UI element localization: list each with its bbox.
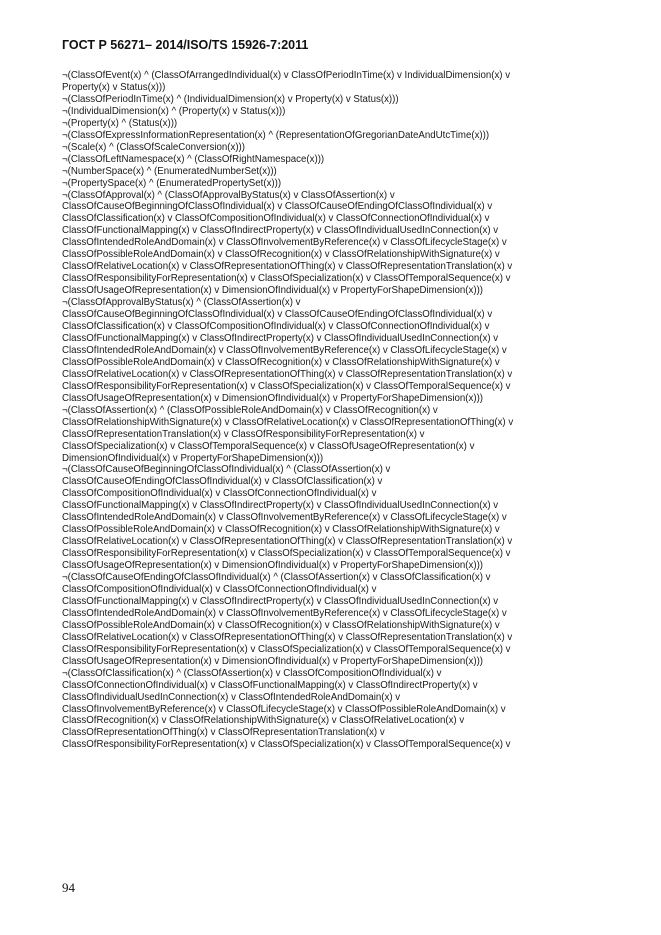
text-line: ¬(NumberSpace(x) ^ (EnumeratedNumberSet(x))) bbox=[62, 165, 277, 177]
text-line: ¬(ClassOfCauseOfEndingOfClassOfIndividual(x) ^ (ClassOfAssertion(x) v ClassOfClassification(x) v bbox=[62, 572, 491, 584]
text-line: ClassOfRecognition(x) v ClassOfRelationshipWithSignature(x) v ClassOfRelativeLocation(x) v bbox=[62, 715, 465, 727]
text-line: ClassOfCauseOfEndingOfClassOfIndividual(x) v ClassOfClassification(x) v bbox=[62, 476, 383, 488]
page-number: 94 bbox=[62, 880, 75, 895]
text-line: ClassOfFunctionalMapping(x) v ClassOfIndirectProperty(x) v ClassOfIndividualUsedInConnection(x) v bbox=[62, 595, 499, 607]
text-line: ¬(PropertySpace(x) ^ (EnumeratedPropertySet(x))) bbox=[62, 177, 282, 189]
text-line: ClassOfFunctionalMapping(x) v ClassOfIndirectProperty(x) v ClassOfIndividualUsedInConnection(x) v bbox=[62, 500, 499, 512]
text-line: ClassOfResponsibilityForRepresentation(x) v ClassOfSpecialization(x) v ClassOfTemporalSequence(x) v bbox=[62, 548, 511, 560]
text-line: ClassOfRelationshipWithSignature(x) v ClassOfRelativeLocation(x) v ClassOfRepresentationOfThing(x) v bbox=[62, 416, 514, 428]
text-line: ClassOfIntendedRoleAndDomain(x) v ClassOfInvolvementByReference(x) v ClassOfLifecycleStage(x) v bbox=[62, 344, 507, 356]
text-line: ¬(ClassOfLeftNamespace(x) ^ (ClassOfRightNamespace(x))) bbox=[62, 153, 325, 165]
text-line: ClassOfCauseOfBeginningOfClassOfIndividual(x) v ClassOfCauseOfEndingOfClassOfIndividual(x) v bbox=[62, 309, 493, 321]
text-line: Property(x) v Status(x))) bbox=[62, 81, 166, 93]
text-line: ClassOfCauseOfBeginningOfClassOfIndividual(x) v ClassOfCauseOfEndingOfClassOfIndividual(x) v bbox=[62, 201, 493, 213]
text-line: ClassOfInvolvementByReference(x) v ClassOfLifecycleStage(x) v ClassOfPossibleRoleAndDomain(x) v bbox=[62, 703, 506, 715]
text-line: ClassOfRepresentationOfThing(x) v ClassOfRepresentationTranslation(x) v bbox=[62, 727, 385, 739]
text-line: ClassOfIntendedRoleAndDomain(x) v ClassOfInvolvementByReference(x) v ClassOfLifecycleStage(x) v bbox=[62, 512, 507, 524]
text-line: DimensionOfIndividual(x) v PropertyForShapeDimension(x))) bbox=[62, 452, 324, 464]
document-body bbox=[62, 70, 622, 751]
text-line: ClassOfUsageOfRepresentation(x) v DimensionOfIndividual(x) v PropertyForShapeDimension(x))) bbox=[62, 560, 484, 572]
text-line: ¬(Scale(x) ^ (ClassOfScaleConversion(x))) bbox=[62, 141, 245, 153]
text-line: ClassOfSpecialization(x) v ClassOfTemporalSequence(x) v ClassOfUsageOfRepresentation(x) v bbox=[62, 440, 475, 452]
text-line: ClassOfRelativeLocation(x) v ClassOfRepresentationOfThing(x) v ClassOfRepresentationTranslation(x) v bbox=[62, 261, 513, 273]
text-line: ¬(ClassOfEvent(x) ^ (ClassOfArrangedIndividual(x) v ClassOfPeriodInTime(x) v IndividualDimension(x) v bbox=[62, 70, 511, 81]
text-line: ClassOfRelativeLocation(x) v ClassOfRepresentationOfThing(x) v ClassOfRepresentationTranslation(x) v bbox=[62, 536, 513, 548]
text-line: ¬(ClassOfExpressInformationRepresentation(x) ^ (RepresentationOfGregorianDateAndUtcTime(x))) bbox=[62, 129, 490, 141]
text-line: ¬(ClassOfPeriodInTime(x) ^ (IndividualDimension(x) v Property(x) v Status(x))) bbox=[62, 93, 399, 105]
text-line: ClassOfCompositionOfIndividual(x) v ClassOfConnectionOfIndividual(x) v bbox=[62, 583, 377, 595]
text-line: ClassOfCompositionOfIndividual(x) v ClassOfConnectionOfIndividual(x) v bbox=[62, 488, 377, 500]
text-line: ClassOfPossibleRoleAndDomain(x) v ClassOfRecognition(x) v ClassOfRelationshipWithSignature(x) v bbox=[62, 356, 500, 368]
text-line: ClassOfIntendedRoleAndDomain(x) v ClassOfInvolvementByReference(x) v ClassOfLifecycleStage(x) v bbox=[62, 237, 507, 249]
text-line: ClassOfPossibleRoleAndDomain(x) v ClassOfRecognition(x) v ClassOfRelationshipWithSignature(x) v bbox=[62, 524, 500, 536]
text-line: ClassOfResponsibilityForRepresentation(x) v ClassOfSpecialization(x) v ClassOfTemporalSequence(x) v bbox=[62, 739, 511, 751]
text-line: ¬(ClassOfClassification(x) ^ (ClassOfAssertion(x) v ClassOfCompositionOfIndividual(x) v bbox=[62, 667, 442, 679]
text-line: ClassOfResponsibilityForRepresentation(x) v ClassOfSpecialization(x) v ClassOfTemporalSequence(x) v bbox=[62, 380, 511, 392]
text-line: ClassOfRelativeLocation(x) v ClassOfRepresentationOfThing(x) v ClassOfRepresentationTranslation(x) v bbox=[62, 368, 513, 380]
text-line: ¬(ClassOfApproval(x) ^ (ClassOfApprovalByStatus(x) v ClassOfAssertion(x) v bbox=[62, 189, 395, 201]
text-line: ClassOfRepresentationTranslation(x) v ClassOfResponsibilityForRepresentation(x) v bbox=[62, 428, 425, 440]
text-line: ClassOfIndividualUsedInConnection(x) v ClassOfIntendedRoleAndDomain(x) v bbox=[62, 691, 401, 703]
text-line: ClassOfConnectionOfIndividual(x) v ClassOfFunctionalMapping(x) v ClassOfIndirectProperty(x) v bbox=[62, 679, 478, 691]
text-line: ClassOfFunctionalMapping(x) v ClassOfIndirectProperty(x) v ClassOfIndividualUsedInConnection(x) v bbox=[62, 225, 499, 237]
text-line: ¬(IndividualDimension(x) ^ (Property(x) v Status(x))) bbox=[62, 105, 286, 117]
text-line: ClassOfPossibleRoleAndDomain(x) v ClassOfRecognition(x) v ClassOfRelationshipWithSignature(x) v bbox=[62, 249, 500, 261]
text-line: ClassOfRelativeLocation(x) v ClassOfRepresentationOfThing(x) v ClassOfRepresentationTranslation(x) v bbox=[62, 631, 513, 643]
text-line: ClassOfResponsibilityForRepresentation(x) v ClassOfSpecialization(x) v ClassOfTemporalSequence(x) v bbox=[62, 273, 511, 285]
text-line: ClassOfClassification(x) v ClassOfCompositionOfIndividual(x) v ClassOfConnectionOfIndividual(x) v bbox=[62, 321, 490, 333]
standard-header: ГОСТ Р 56271– 2014/ISO/TS 15926-7:2011 bbox=[62, 38, 309, 52]
text-line: ClassOfUsageOfRepresentation(x) v DimensionOfIndividual(x) v PropertyForShapeDimension(x))) bbox=[62, 655, 484, 667]
text-line: ¬(ClassOfCauseOfBeginningOfClassOfIndividual(x) ^ (ClassOfAssertion(x) v bbox=[62, 464, 391, 476]
text-line: ClassOfPossibleRoleAndDomain(x) v ClassOfRecognition(x) v ClassOfRelationshipWithSignature(x) v bbox=[62, 619, 500, 631]
text-line: ¬(ClassOfAssertion(x) ^ (ClassOfPossibleRoleAndDomain(x) v ClassOfRecognition(x) v bbox=[62, 404, 438, 416]
text-line: ¬(Property(x) ^ (Status(x))) bbox=[62, 117, 178, 129]
text-line: ClassOfFunctionalMapping(x) v ClassOfIndirectProperty(x) v ClassOfIndividualUsedInConnection(x) v bbox=[62, 332, 499, 344]
text-line: ClassOfClassification(x) v ClassOfCompositionOfIndividual(x) v ClassOfConnectionOfIndividual(x) v bbox=[62, 213, 490, 225]
text-line: ClassOfResponsibilityForRepresentation(x) v ClassOfSpecialization(x) v ClassOfTemporalSequence(x) v bbox=[62, 643, 511, 655]
text-line: ClassOfUsageOfRepresentation(x) v DimensionOfIndividual(x) v PropertyForShapeDimension(x))) bbox=[62, 285, 484, 297]
text-line: ClassOfIntendedRoleAndDomain(x) v ClassOfInvolvementByReference(x) v ClassOfLifecycleStage(x) v bbox=[62, 607, 507, 619]
text-line: ClassOfUsageOfRepresentation(x) v DimensionOfIndividual(x) v PropertyForShapeDimension(x))) bbox=[62, 392, 484, 404]
text-line: ¬(ClassOfApprovalByStatus(x) ^ (ClassOfAssertion(x) v bbox=[62, 297, 301, 309]
